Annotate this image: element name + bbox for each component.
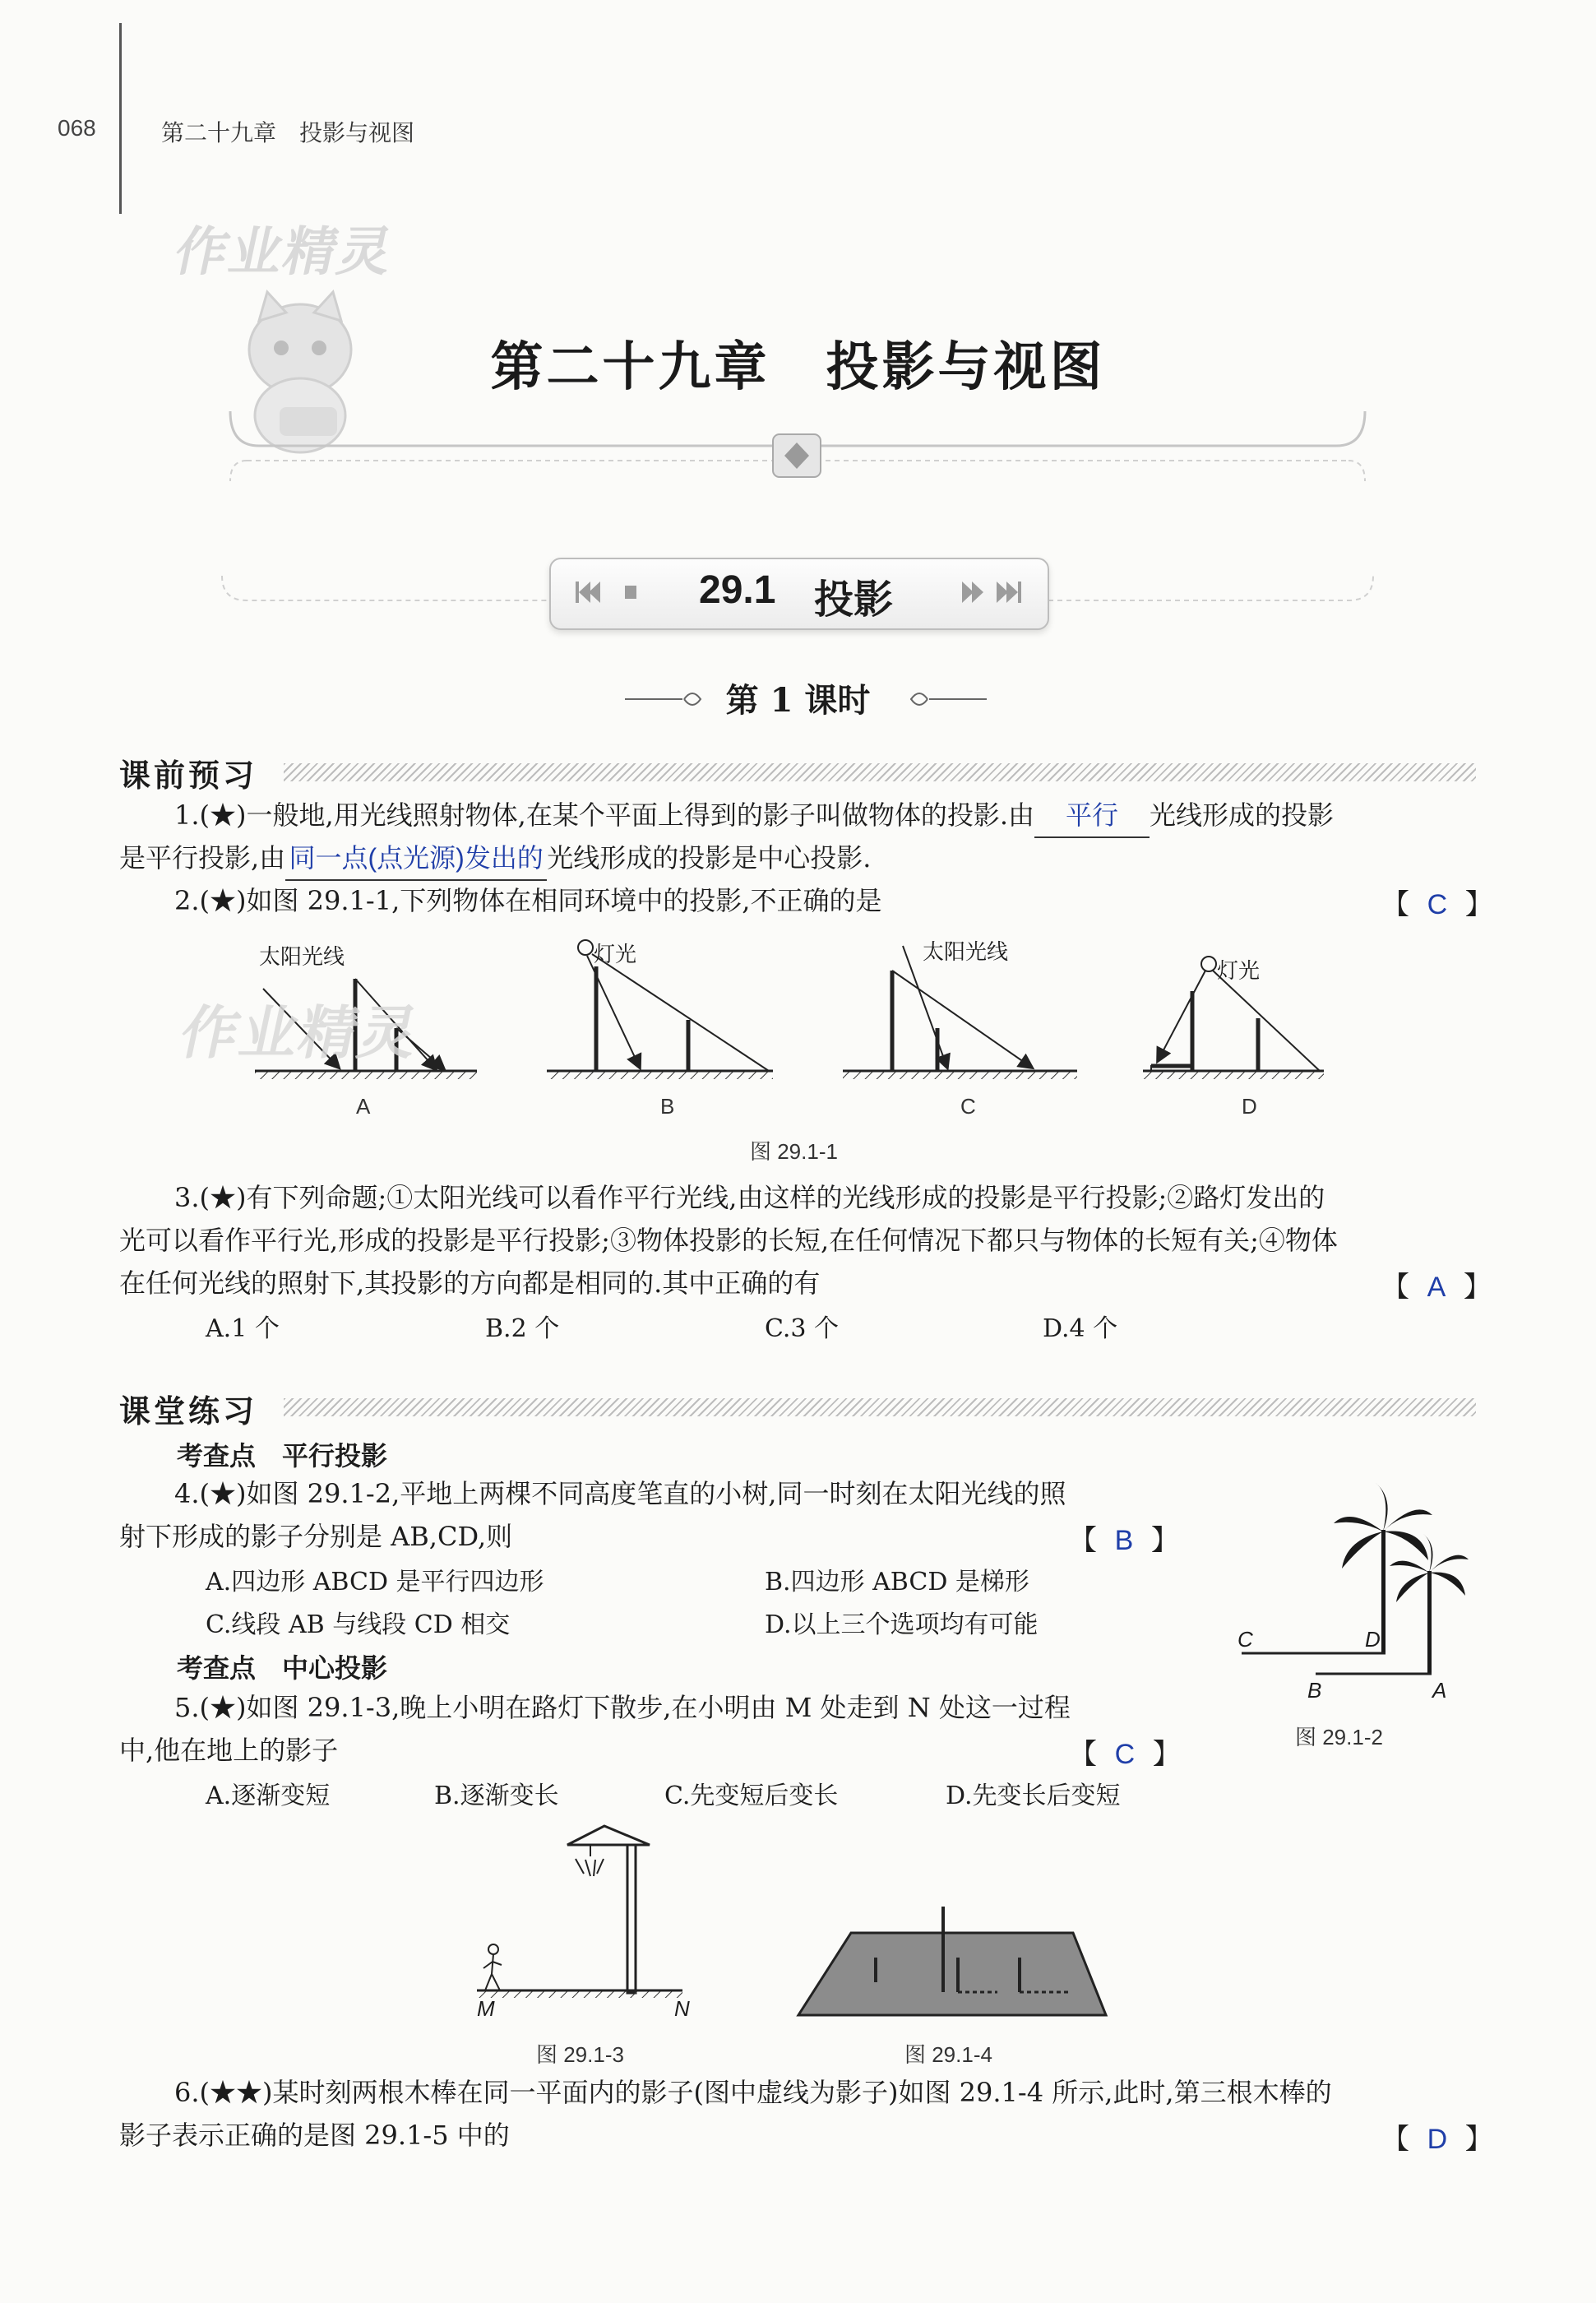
running-header: 第二十九章 投影与视图 <box>161 120 415 146</box>
topic-parallel: 考查点 平行投影 <box>177 1440 388 1471</box>
q3-line3: 在任何光线的照射下,其投影的方向都是相同的.其中正确的有 <box>119 1267 821 1299</box>
q6-answer-bracket: 【 D 】 <box>1381 2123 1493 2156</box>
q4-line2: 射下形成的影子分别是 AB,CD,则 <box>119 1521 513 1552</box>
fig2-caption: 图 29.1-2 <box>1295 1725 1383 1749</box>
section-number: 29.1 <box>699 568 776 612</box>
q1-line2: 是平行投影,由 同一点(点光源)发出的 光线形成的投影是中心投影. <box>119 836 871 881</box>
q5-option-c: C.先变短后变长 <box>664 1782 839 1810</box>
q2-text: 2.(★)如图 29.1-1,下列物体在相同环境中的投影,不正确的是 <box>174 885 882 916</box>
fig4-caption: 图 29.1-4 <box>904 2042 992 2067</box>
figure-29-1-4 <box>793 1900 1114 2023</box>
fig3-caption: 图 29.1-3 <box>536 2042 624 2067</box>
fig2-point-a: A <box>1432 1678 1447 1703</box>
q5-line2: 中,他在地上的影子 <box>119 1735 339 1766</box>
fig3-point-m: M <box>477 1996 495 2021</box>
q2-answer-bracket: 【 C 】 <box>1381 888 1493 921</box>
q2-answer: C <box>1427 889 1448 920</box>
fig1-lamp-label-d: 灯光 <box>1217 958 1261 983</box>
heading-hatch <box>284 763 1476 781</box>
q5-option-a: A.逐渐变短 <box>206 1782 331 1810</box>
q3-answer: A <box>1427 1272 1446 1303</box>
figure-29-1-2 <box>1225 1480 1497 1694</box>
fig1-label-b: B <box>660 1094 675 1119</box>
chapter-title: 第二十九章 投影与视图 <box>490 336 1106 398</box>
q1-blank2: 同一点(点光源)发出的 <box>285 836 547 881</box>
figure-c <box>843 946 1077 1079</box>
fig3-point-n: N <box>674 1996 690 2021</box>
q4-option-b: B.四边形 ABCD 是梯形 <box>765 1568 1029 1596</box>
fig2-point-b: B <box>1307 1678 1322 1703</box>
q5-line1: 5.(★)如图 29.1-3,晚上小明在路灯下散步,在小明由 M 处走到 N 处这一过程 <box>174 1692 1071 1723</box>
q4-answer-bracket: 【 B 】 <box>1069 1524 1179 1557</box>
section-banner-arrows <box>576 578 1036 608</box>
watermark: 作业精灵 <box>174 1001 426 1065</box>
q5-option-d: D.先变长后变短 <box>946 1782 1121 1810</box>
fig1-sun-label-a: 太阳光线 <box>259 944 345 969</box>
fig2-point-d: D <box>1365 1627 1381 1652</box>
lesson-ornament <box>625 683 987 716</box>
watermark: 作业精灵 <box>169 222 400 281</box>
header-divider <box>119 23 122 214</box>
q6-line2: 影子表示正确的是图 29.1-5 中的 <box>119 2120 510 2151</box>
q4-answer: B <box>1114 1525 1134 1556</box>
fig1-sun-label-c: 太阳光线 <box>923 939 1009 964</box>
q5-answer: C <box>1114 1739 1136 1770</box>
fig1-caption: 图 29.1-1 <box>750 1139 838 1164</box>
q3-line1: 3.(★)有下列命题;①太阳光线可以看作平行光线,由这样的光线形成的投影是平行投影;②路灯发出的 <box>174 1182 1325 1213</box>
q5-option-b: B.逐渐变长 <box>434 1782 559 1810</box>
q1-blank1: 平行 <box>1034 794 1150 838</box>
q4-line1: 4.(★)如图 29.1-2,平地上两棵不同高度笔直的小树,同一时刻在太阳光线的照 <box>174 1478 1066 1509</box>
q3-option-a: A.1 个 <box>206 1314 280 1343</box>
fig2-point-c: C <box>1237 1627 1253 1652</box>
q4-option-d: D.以上三个选项均有可能 <box>765 1610 1039 1639</box>
heading-practice: 课堂练习 <box>119 1392 258 1430</box>
fig1-label-d: D <box>1242 1094 1257 1119</box>
heading-hatch <box>284 1398 1476 1416</box>
q6-answer: D <box>1427 2124 1448 2155</box>
q3-option-b: B.2 个 <box>485 1314 560 1343</box>
lesson-title: 第 1 课时 <box>725 681 871 720</box>
q4-option-c: C.线段 AB 与线段 CD 相交 <box>206 1610 511 1639</box>
section-name: 投影 <box>814 577 894 623</box>
fig1-label-c: C <box>960 1094 976 1119</box>
q3-option-d: D.4 个 <box>1043 1314 1118 1343</box>
fig1-label-a: A <box>356 1094 371 1119</box>
heading-preview: 课前预习 <box>119 757 258 794</box>
q3-option-c: C.3 个 <box>765 1314 840 1343</box>
page-number: 068 <box>58 115 96 141</box>
q3-answer-bracket: 【 A 】 <box>1381 1271 1492 1304</box>
fig1-lamp-label-b: 灯光 <box>594 942 637 966</box>
title-ornament <box>222 411 1373 510</box>
figure-29-1-3 <box>469 1822 707 2011</box>
q1-line1: 1.(★)一般地,用光线照射物体,在某个平面上得到的影子叫做物体的投影.由 平行 光线形成的投影 <box>174 794 1334 838</box>
q5-answer-bracket: 【 C 】 <box>1069 1738 1181 1771</box>
figure-b <box>547 940 773 1079</box>
q4-option-a: A.四边形 ABCD 是平行四边形 <box>206 1568 544 1596</box>
q3-line2: 光可以看作平行光,形成的投影是平行投影;③物体投影的长短,在任何情况下都只与物体的长短有关;④物体 <box>119 1225 1338 1256</box>
q6-line1: 6.(★★)某时刻两根木棒在同一平面内的影子(图中虚线为影子)如图 29.1-4 所示,此时,第三根木棒的 <box>174 2077 1332 2108</box>
topic-central: 考查点 中心投影 <box>177 1652 388 1684</box>
